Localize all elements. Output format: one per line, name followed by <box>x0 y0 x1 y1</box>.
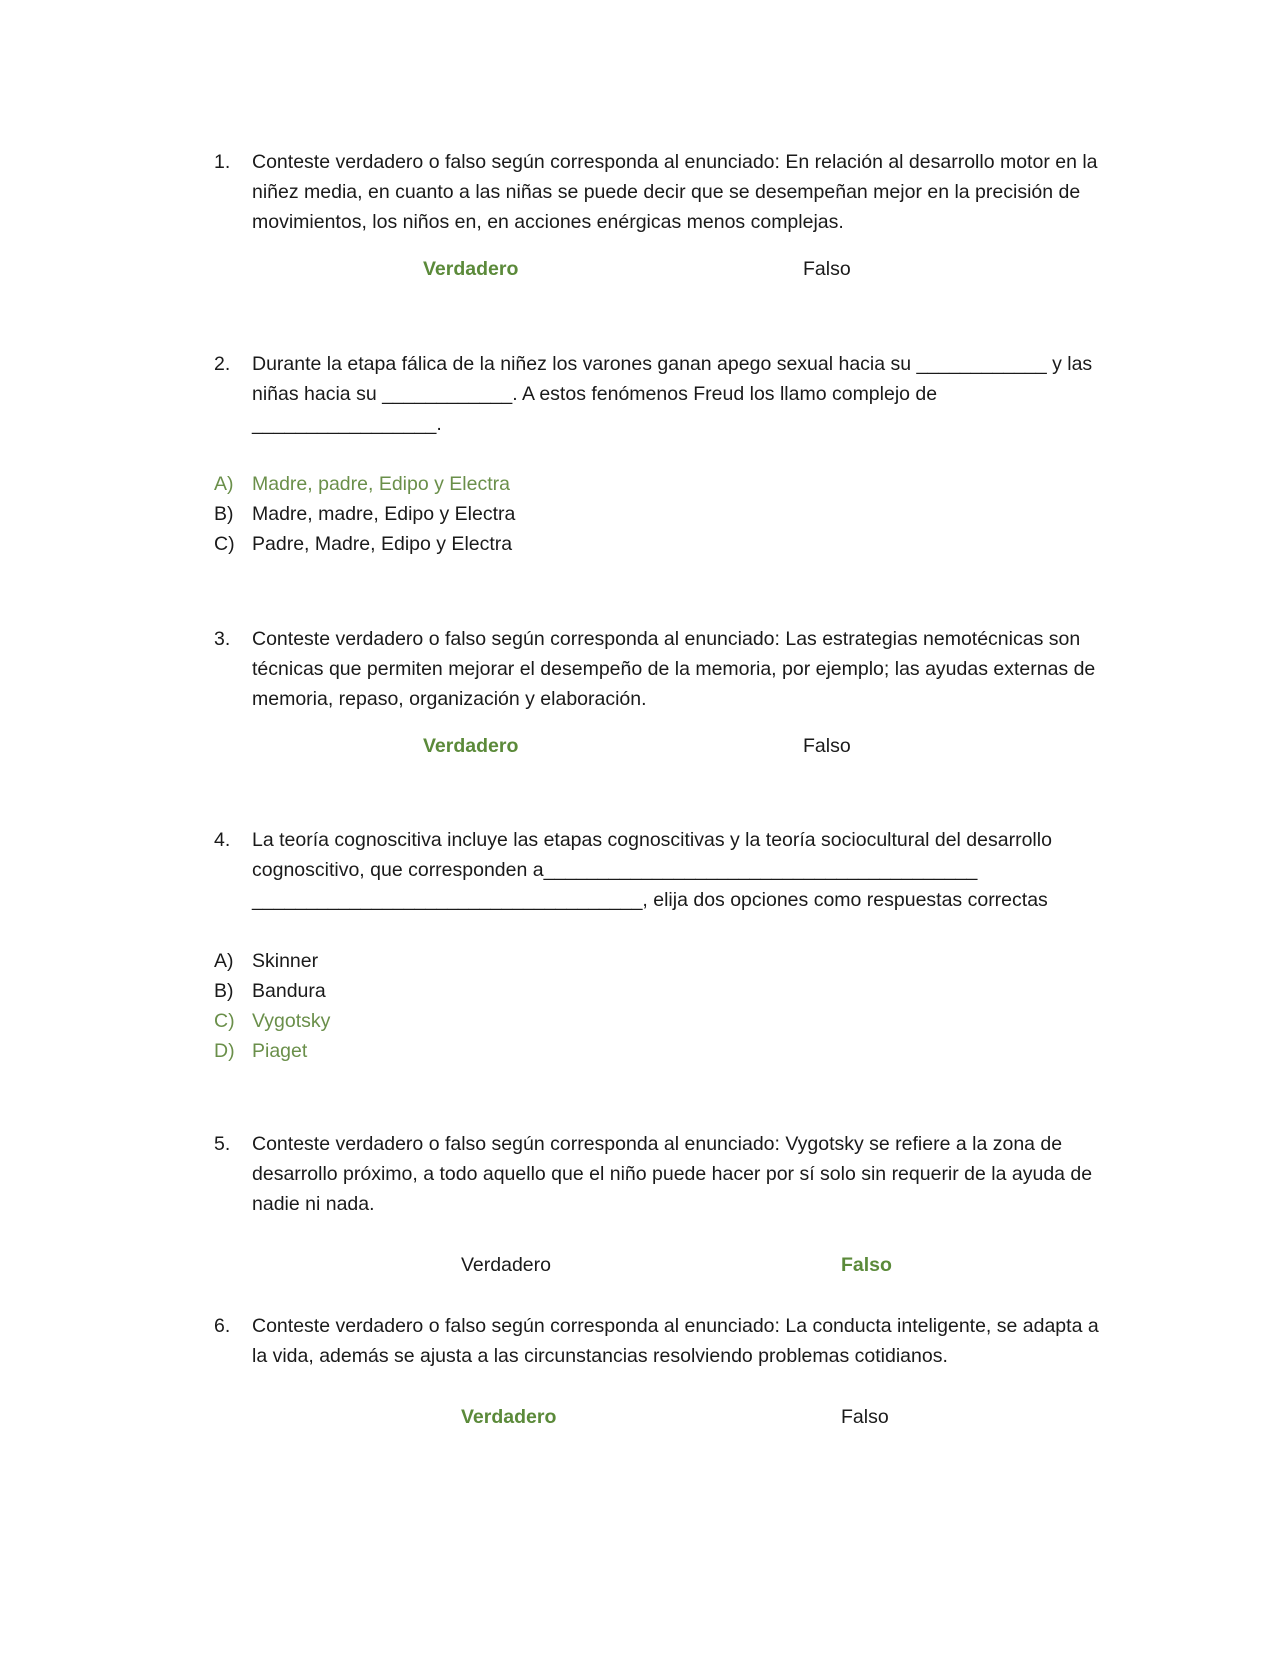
answer-false[interactable]: Falso <box>803 735 851 757</box>
option-text: Piaget <box>252 1040 308 1062</box>
option-d[interactable] <box>214 1036 1104 1066</box>
option-c[interactable] <box>214 1006 1104 1036</box>
answer-false[interactable]: Falso <box>841 1254 892 1276</box>
option-letter: A) <box>214 473 234 495</box>
question-text: Conteste verdadero o falso según corresponda al enunciado: Las estrategias nemotécnicas son técnicas que permiten mejorar el desempeño de la memoria, por ejemplo; las ayudas externas de memoria, repaso, organización y elaboración. <box>252 628 1096 710</box>
question-4 <box>214 825 1104 915</box>
option-text: Madre, madre, Edipo y Electra <box>252 503 516 525</box>
option-text: Vygotsky <box>252 1010 331 1032</box>
question-number: 5. <box>214 1133 231 1155</box>
question-number: 6. <box>214 1315 231 1337</box>
question-number: 4. <box>214 829 231 851</box>
option-letter: C) <box>214 1010 235 1032</box>
question-3 <box>214 624 1104 714</box>
question-text: La teoría cognoscitiva incluye las etapas cognoscitivas y la teoría sociocultural del desarrollo cognoscitivo, que corresponden a________________________________________ ____________________________________, elija dos opciones como respuestas correctas <box>252 829 1052 911</box>
question-text: Durante la etapa fálica de la niñez los varones ganan apego sexual hacia su ____________ y las niñas hacia su ____________. A estos fenómenos Freud los llamo complejo de _________________. <box>252 353 1093 435</box>
question-text: Conteste verdadero o falso según corresponda al enunciado: Vygotsky se refiere a la zona de desarrollo próximo, a todo aquello que el niño puede hacer por sí solo sin requerir de la ayuda de nadie ni nada. <box>252 1133 1093 1215</box>
option-letter: C) <box>214 533 235 555</box>
option-letter: D) <box>214 1040 235 1062</box>
question-6 <box>214 1311 1104 1371</box>
option-letter: A) <box>214 950 234 972</box>
question-1 <box>214 147 1104 237</box>
answer-true[interactable]: Verdadero <box>423 735 519 757</box>
options-list-4 <box>214 946 1104 1066</box>
question-number: 3. <box>214 628 231 650</box>
option-c[interactable] <box>214 529 1104 559</box>
option-b[interactable] <box>214 976 1104 1006</box>
question-5 <box>214 1129 1104 1219</box>
answer-false[interactable]: Falso <box>803 258 851 280</box>
option-b[interactable] <box>214 499 1104 529</box>
answer-false[interactable]: Falso <box>841 1406 889 1428</box>
answer-true[interactable]: Verdadero <box>461 1254 551 1276</box>
question-2 <box>214 349 1104 439</box>
option-text: Padre, Madre, Edipo y Electra <box>252 533 513 555</box>
option-a[interactable] <box>214 946 1104 976</box>
option-a[interactable] <box>214 469 1104 499</box>
answer-true[interactable]: Verdadero <box>423 258 519 280</box>
question-text: Conteste verdadero o falso según corresponda al enunciado: En relación al desarrollo motor en la niñez media, en cuanto a las niñas se puede decir que se desempeñan mejor en la precisión de movimientos, los niños en, en acciones enérgicas menos complejas. <box>252 151 1098 233</box>
option-letter: B) <box>214 503 234 525</box>
option-text: Bandura <box>252 980 326 1002</box>
option-letter: B) <box>214 980 234 1002</box>
option-text: Madre, padre, Edipo y Electra <box>252 473 510 495</box>
question-number: 2. <box>214 353 231 375</box>
option-text: Skinner <box>252 950 319 972</box>
answer-true[interactable]: Verdadero <box>461 1406 557 1428</box>
question-number: 1. <box>214 151 231 173</box>
options-list-2 <box>214 469 1104 559</box>
question-text: Conteste verdadero o falso según corresponda al enunciado: La conducta inteligente, se adapta a la vida, además se ajusta a las circunstancias resolviendo problemas cotidianos. <box>252 1315 1099 1367</box>
